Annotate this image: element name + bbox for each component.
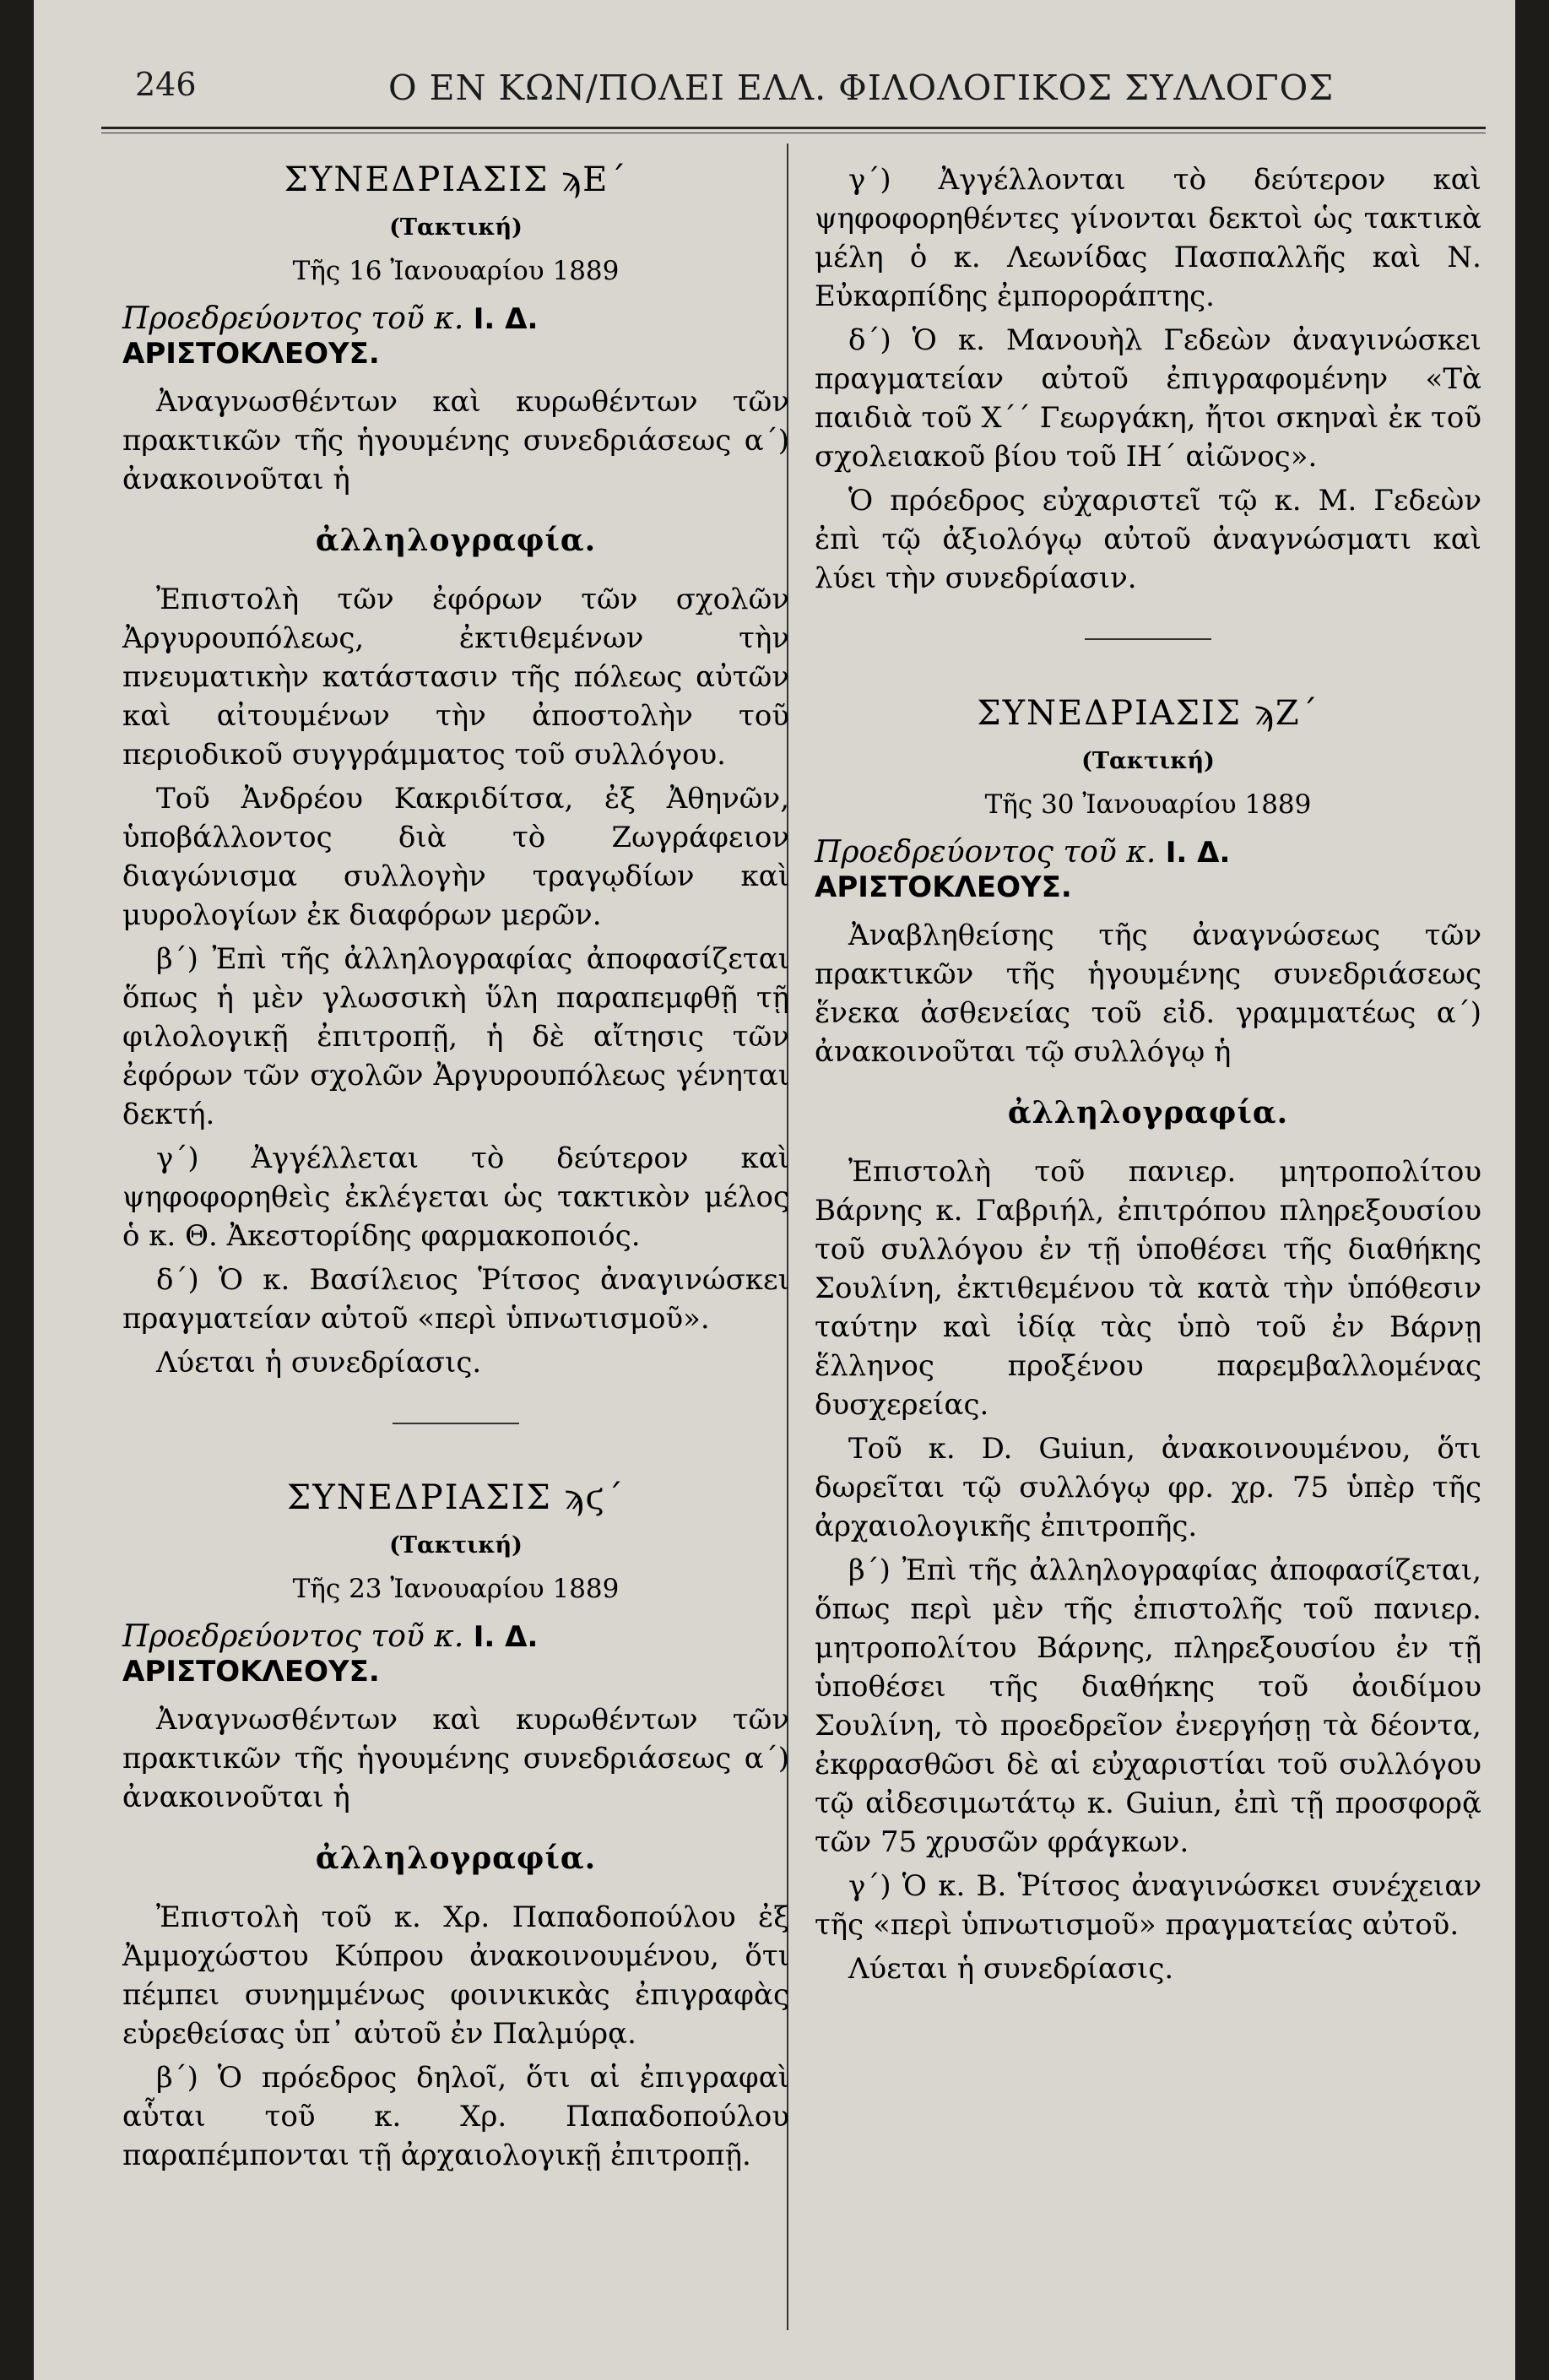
session-title: ΣΥΝΕΔΡΙΑΣΙΣ ϡϛ΄ xyxy=(287,1478,625,1517)
minutes-paragraph: Λύεται ἡ συνεδρίασις. xyxy=(848,1952,1174,1986)
section-heading: ἀλληλογραφία. xyxy=(315,523,597,558)
header-rule xyxy=(101,127,1486,129)
president-name: Ι. Δ. ΑΡΙΣΤΟΚΛΕΟΥΣ. xyxy=(122,302,539,371)
president-line xyxy=(815,835,1481,904)
minutes-paragraph: Ἐπιστολὴ τοῦ πανιερ. μητροπολίτου Βάρνης κ. Γαβριήλ, ἐπιτρόπου πληρεξουσίου τοῦ συλλόγου ἐν τῇ ὑποθέσει τῆς διαθήκης Σουλίνη, ἐκτιθεμένου τὰ κατὰ τὴν ὑπόθεσιν ταύτην καὶ ἰδίᾳ τὰς ὑπὸ τοῦ ἐν Βάρνῃ ἕλληνος προξένου παρεμβαλλομένας δυσχερείας. xyxy=(815,1155,1481,1422)
president-name: Ι. Δ. ΑΡΙΣΤΟΚΛΕΟΥΣ. xyxy=(122,1620,539,1689)
minutes-paragraph: β΄) Ὁ πρόεδρος δηλοῖ, ὅτι αἱ ἐπιγραφαὶ αὗται τοῦ κ. Χρ. Παπαδοπούλου παραπέμπονται τῇ ἀρχαιολογικῇ ἐπιτροπῇ. xyxy=(122,2061,789,2172)
president-prefix: Προεδρεύοντος τοῦ κ. xyxy=(122,301,464,336)
minutes-paragraph: Λύεται ἡ συνεδρίασις. xyxy=(156,1346,482,1380)
minutes-paragraph: β΄) Ἐπὶ τῆς ἀλληλογραφίας ἀποφασίζεται, ὅπως περὶ μὲν τῆς ἐπιστολῆς τοῦ πανιερ. μητροπολίτου Βάρνης, πληρεξουσίου ἐν τῇ ὑποθέσει τῆς διαθήκης τοῦ ἀοιδίμου Σουλίνη, τὸ προεδρεῖον ἐνεργήσῃ τὰ δέοντα, ἐκφρασθῶσι δὲ αἱ εὐχαριστίαι τοῦ συλλόγου τῷ αἰδεσιμωτάτῳ κ. Guiun, ἐπὶ τῇ προσφορᾷ τῶν 75 χρυσῶν φράγκων. xyxy=(815,1553,1481,1859)
running-title: Ο ΕΝ ΚΩΝ/ΠΟΛΕΙ ΕΛΛ. ΦΙΛΟΛΟΓΙΚΟΣ ΣΥΛΛΟΓΟΣ xyxy=(388,68,1335,108)
section-heading: ἀλληλογραφία. xyxy=(315,1841,597,1876)
session-95 xyxy=(122,160,789,1382)
page-header xyxy=(135,66,1519,117)
left-column xyxy=(122,160,789,2209)
session-96 xyxy=(122,1478,789,2175)
minutes-paragraph: Ὁ πρόεδρος εὐχαριστεῖ τῷ κ. Μ. Γεδεὼν ἐπὶ τῷ ἀξιολόγῳ αὐτοῦ ἀναγνώσματι καὶ λύει τὴν συνεδρίασιν. xyxy=(815,484,1481,595)
minutes-paragraph: γ΄) Ὁ κ. Β. Ῥίτσος ἀναγινώσκει συνέχειαν τῆς «περὶ ὑπνωτισμοῦ» πραγματείας αὐτοῦ. xyxy=(815,1869,1481,1942)
session-date: Τῆς 30 Ἰανουαρίου 1889 xyxy=(984,789,1312,820)
minutes-paragraph: γ΄) Ἀγγέλλεται τὸ δεύτερον καὶ ψηφοφορηθεὶς ἐκλέγεται ὡς τακτικὸν μέλος ὁ κ. Θ. Ἀκεστορίδης φαρμακοποιός. xyxy=(122,1141,789,1253)
session-date: Τῆς 23 Ἰανουαρίου 1889 xyxy=(292,1574,620,1604)
session-96-continued xyxy=(815,160,1481,598)
minutes-paragraph: γ΄) Ἀγγέλλονται τὸ δεύτερον καὶ ψηφοφορηθέντες γίνονται δεκτοὶ ὡς τακτικὰ μέλη ὁ κ. Λεωνίδας Πασπαλλῆς καὶ Ν. Εὐκαρπίδης ἐμποροράπτης. xyxy=(815,163,1481,313)
minutes-paragraph: Ἀναβληθείσης τῆς ἀναγνώσεως τῶν πρακτικῶν τῆς ἡγουμένης συνεδριάσεως ἕνεκα ἀσθενείας τοῦ εἰδ. γραμματέως α΄) ἀνακοινοῦται τῷ συλλόγῳ ἡ xyxy=(815,919,1481,1069)
page-number: 246 xyxy=(135,66,197,103)
minutes-paragraph: Ἀναγνωσθέντων καὶ κυρωθέντων τῶν πρακτικῶν τῆς ἡγουμένης συνεδριάσεως α΄) ἀνακοινοῦται ἡ xyxy=(122,385,789,496)
president-name: Ι. Δ. ΑΡΙΣΤΟΚΛΕΟΥΣ. xyxy=(815,836,1231,904)
session-title: ΣΥΝΕΔΡΙΑΣΙΣ ϡΖ΄ xyxy=(977,694,1319,733)
president-prefix: Προεδρεύοντος τοῦ κ. xyxy=(815,835,1156,870)
session-type: (Τακτική) xyxy=(389,1532,523,1559)
president-prefix: Προεδρεύοντος τοῦ κ. xyxy=(122,1619,464,1654)
minutes-paragraph: δ΄) Ὁ κ. Μανουὴλ Γεδεὼν ἀναγινώσκει πραγματείαν αὐτοῦ ἐπιγραφομένην «Τὰ παιδιὰ τοῦ Χ΄΄ Γεωργάκη, ἤτοι σκηναὶ ἐκ τοῦ σχολειακοῦ βίου τοῦ ΙΗ΄ αἰῶνος». xyxy=(815,323,1481,474)
section-separator xyxy=(1085,638,1211,640)
session-type: (Τακτική) xyxy=(1081,748,1215,774)
president-line xyxy=(122,301,789,371)
minutes-paragraph: δ΄) Ὁ κ. Βασίλειος Ῥίτσος ἀναγινώσκει πραγματείαν αὐτοῦ «περὶ ὑπνωτισμοῦ». xyxy=(122,1263,789,1336)
session-97 xyxy=(815,694,1481,1988)
right-column xyxy=(815,160,1481,2022)
section-heading: ἀλληλογραφία. xyxy=(1007,1095,1289,1130)
minutes-paragraph: Τοῦ κ. D. Guiun, ἀνακοινουμένου, ὅτι δωρεῖται τῷ συλλόγῳ φρ. χρ. 75 ὑπὲρ τῆς ἀρχαιολογικῆς ἐπιτροπῆς. xyxy=(815,1432,1481,1543)
president-line xyxy=(122,1619,789,1689)
session-title: ΣΥΝΕΔΡΙΑΣΙΣ ϡΕ΄ xyxy=(284,160,628,199)
minutes-paragraph: Ἐπιστολὴ τῶν ἐφόρων τῶν σχολῶν Ἀργυρουπόλεως, ἐκτιθεμένων τὴν πνευματικὴν κατάστασιν τῆς πόλεως αὐτῶν καὶ αἰτουμένων τὴν ἀποστολὴν τοῦ περιοδικοῦ συγγράμματος τοῦ συλλόγου. xyxy=(122,583,789,772)
minutes-paragraph: Ἀναγνωσθέντων καὶ κυρωθέντων τῶν πρακτικῶν τῆς ἡγουμένης συνεδριάσεως α΄) ἀνακοινοῦται ἡ xyxy=(122,1703,789,1814)
session-type: (Τακτική) xyxy=(389,214,523,241)
minutes-paragraph: β΄) Ἐπὶ τῆς ἀλληλογραφίας ἀποφασίζεται ὅπως ἡ μὲν γλωσσικὴ ὕλη παραπεμφθῇ τῇ φιλολογικῇ ἐπιτροπῇ, ἡ δὲ αἴτησις τῶν ἐφόρων τῶν σχολῶν Ἀργυρουπόλεως γένηται δεκτή. xyxy=(122,942,789,1131)
minutes-paragraph: Ἐπιστολὴ τοῦ κ. Χρ. Παπαδοπούλου ἐξ Ἀμμοχώστου Κύπρου ἀνακοινουμένου, ὅτι πέμπει συνημμένως φοινικικὰς ἐπιγραφὰς εὑρεθείσας ὑπ᾽ αὐτοῦ ἐν Παλμύρᾳ. xyxy=(122,1900,789,2051)
section-separator xyxy=(393,1423,519,1424)
session-date: Τῆς 16 Ἰανουαρίου 1889 xyxy=(292,256,620,286)
minutes-paragraph: Τοῦ Ἀνδρέου Κακριδίτσα, ἐξ Ἀθηνῶν, ὑποβάλλοντος διὰ τὸ Ζωγράφειον διαγώνισμα συλλογὴν τραγῳδίων καὶ μυρολογίων ἐκ διαφόρων μερῶν. xyxy=(122,782,789,932)
